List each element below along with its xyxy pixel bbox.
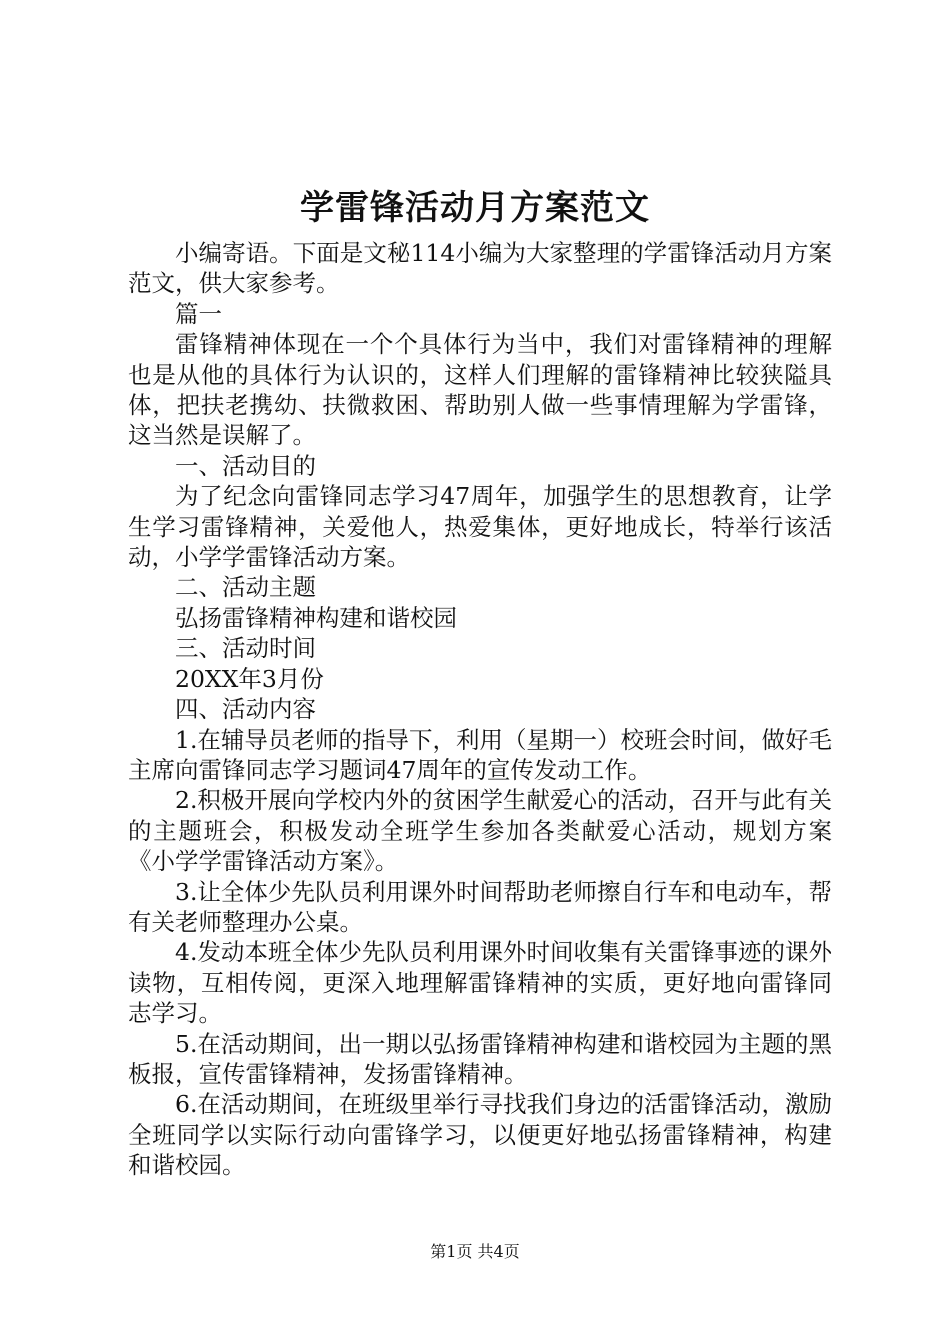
- paragraph-section-label: 篇一: [175, 299, 222, 328]
- document-body: [128, 238, 832, 1181]
- list-item-2: 2.积极开展向学校内外的贫困学生献爱心的活动，召开与此有关的主题班会，积极发动全班学生参加各类献爱心活动，规划方案《小学学雷锋活动方案》。: [128, 786, 832, 876]
- heading-purpose: 一、活动目的: [175, 451, 316, 480]
- heading-content: 四、活动内容: [175, 695, 316, 724]
- list-item-4: 4.发动本班全体少先队员利用课外时间收集有关雷锋事迹的课外读物，互相传阅，更深入地理解雷锋精神的实质，更好地向雷锋同志学习。: [128, 938, 832, 1028]
- document-title: 学雷锋活动月方案范文: [300, 188, 650, 228]
- heading-time: 三、活动时间: [175, 634, 316, 663]
- paragraph-purpose: 为了纪念向雷锋同志学习47周年，加强学生的思想教育，让学生学习雷锋精神，关爱他人，热爱集体，更好地成长，特举行该活动，小学学雷锋活动方案。: [128, 482, 832, 572]
- paragraph-intro: 小编寄语。下面是文秘114小编为大家整理的学雷锋活动月方案范文，供大家参考。: [128, 239, 832, 298]
- heading-theme: 二、活动主题: [175, 573, 316, 602]
- paragraph-time: 20XX年3月份: [175, 664, 324, 693]
- paragraph-theme: 弘扬雷锋精神构建和谐校园: [175, 603, 457, 632]
- list-item-6: 6.在活动期间，在班级里举行寻找我们身边的活雷锋活动，激励全班同学以实际行动向雷锋学习，以便更好地弘扬雷锋精神，构建和谐校园。: [128, 1090, 832, 1180]
- list-item-1: 1.在辅导员老师的指导下，利用（星期一）校班会时间，做好毛主席向雷锋同志学习题词47周年的宣传发动工作。: [128, 725, 832, 784]
- page-footer: 第1页 共4页: [430, 1242, 520, 1261]
- paragraph-spirit: 雷锋精神体现在一个个具体行为当中，我们对雷锋精神的理解也是从他的具体行为认识的，这样人们理解的雷锋精神比较狭隘具体，把扶老携幼、扶微救困、帮助别人做一些事情理解为学雷锋，这当然是误解了。: [128, 330, 832, 450]
- list-item-5: 5.在活动期间，出一期以弘扬雷锋精神构建和谐校园为主题的黑板报，宣传雷锋精神，发扬雷锋精神。: [128, 1029, 832, 1088]
- list-item-3: 3.让全体少先队员利用课外时间帮助老师擦自行车和电动车，帮有关老师整理办公桌。: [128, 877, 832, 936]
